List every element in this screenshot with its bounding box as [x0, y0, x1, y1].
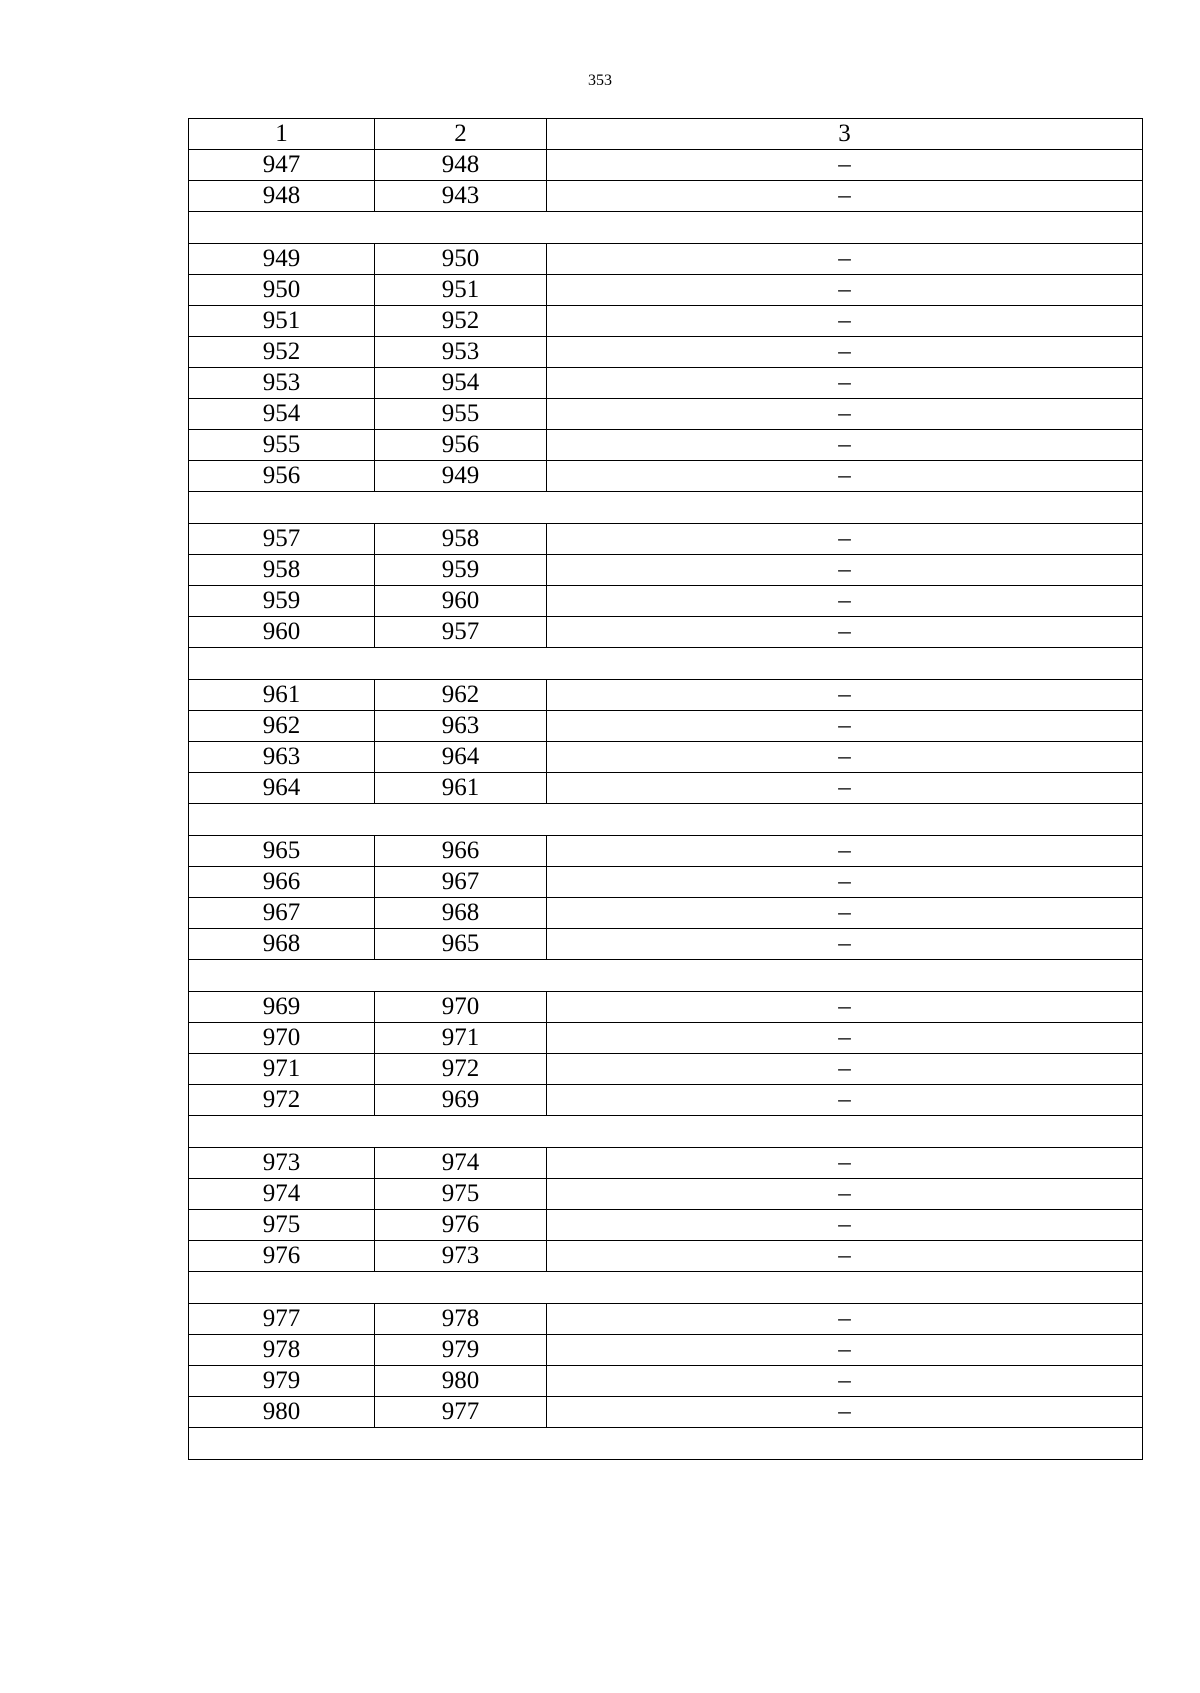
table-separator-cell [189, 960, 1143, 992]
table-cell-col3: – [547, 524, 1143, 555]
table-row [189, 836, 1143, 867]
table-separator-row [189, 212, 1143, 244]
table-row [189, 711, 1143, 742]
table-cell-col2: 974 [375, 1148, 547, 1179]
table-row [189, 1210, 1143, 1241]
table-cell-col2: 958 [375, 524, 547, 555]
table-cell-col1: 963 [189, 742, 375, 773]
table-cell-col2: 973 [375, 1241, 547, 1272]
table-cell-col1: 949 [189, 244, 375, 275]
table-row [189, 1335, 1143, 1366]
table-header-row [189, 119, 1143, 150]
table-cell-col1: 952 [189, 337, 375, 368]
table-cell-col3: – [547, 555, 1143, 586]
table-cell-col3: – [547, 337, 1143, 368]
table-row [189, 1304, 1143, 1335]
table-cell-col3: – [547, 898, 1143, 929]
header-cell-1: 1 [189, 119, 375, 150]
table-cell-col3: – [547, 1054, 1143, 1085]
table-cell-col1: 970 [189, 1023, 375, 1054]
table-cell-col2: 966 [375, 836, 547, 867]
table-cell-col3: – [547, 306, 1143, 337]
table-cell-col2: 943 [375, 181, 547, 212]
table-row [189, 929, 1143, 960]
table-separator-cell [189, 1428, 1143, 1460]
table-cell-col1: 974 [189, 1179, 375, 1210]
table-row [189, 337, 1143, 368]
table-cell-col2: 962 [375, 680, 547, 711]
header-cell-3: 3 [547, 119, 1143, 150]
table-row [189, 680, 1143, 711]
table-cell-col1: 967 [189, 898, 375, 929]
table-cell-col3: – [547, 836, 1143, 867]
table-cell-col1: 979 [189, 1366, 375, 1397]
page-number: 353 [588, 72, 612, 89]
table-separator-row [189, 648, 1143, 680]
table-row [189, 1023, 1143, 1054]
table-separator-cell [189, 212, 1143, 244]
table-cell-col2: 979 [375, 1335, 547, 1366]
table-cell-col2: 954 [375, 368, 547, 399]
table-row [189, 867, 1143, 898]
table-row [189, 399, 1143, 430]
table-cell-col3: – [547, 992, 1143, 1023]
table-cell-col2: 952 [375, 306, 547, 337]
table-cell-col3: – [547, 1335, 1143, 1366]
table-cell-col2: 963 [375, 711, 547, 742]
table-cell-col3: – [547, 867, 1143, 898]
table-row [189, 368, 1143, 399]
table-row [189, 992, 1143, 1023]
table-cell-col1: 976 [189, 1241, 375, 1272]
table-cell-col1: 978 [189, 1335, 375, 1366]
table-row [189, 898, 1143, 929]
table-row [189, 1366, 1143, 1397]
table-cell-col2: 950 [375, 244, 547, 275]
table-separator-row [189, 960, 1143, 992]
table-cell-col3: – [547, 773, 1143, 804]
table-cell-col2: 964 [375, 742, 547, 773]
table-cell-col1: 960 [189, 617, 375, 648]
table-cell-col1: 965 [189, 836, 375, 867]
table-row [189, 742, 1143, 773]
table-row [189, 1179, 1143, 1210]
table-cell-col1: 953 [189, 368, 375, 399]
table-cell-col2: 976 [375, 1210, 547, 1241]
table-row [189, 306, 1143, 337]
table-cell-col1: 955 [189, 430, 375, 461]
table-cell-col1: 972 [189, 1085, 375, 1116]
table-cell-col2: 972 [375, 1054, 547, 1085]
table-cell-col3: – [547, 461, 1143, 492]
table-separator-cell [189, 492, 1143, 524]
table-row [189, 461, 1143, 492]
table-cell-col2: 953 [375, 337, 547, 368]
table-row [189, 275, 1143, 306]
table-separator-row [189, 804, 1143, 836]
table-cell-col2: 967 [375, 867, 547, 898]
table-cell-col3: – [547, 150, 1143, 181]
table-cell-col2: 948 [375, 150, 547, 181]
table-cell-col2: 969 [375, 1085, 547, 1116]
table-row [189, 181, 1143, 212]
table-separator-row [189, 1272, 1143, 1304]
table-row [189, 1397, 1143, 1428]
table-row [189, 773, 1143, 804]
table-cell-col3: – [547, 617, 1143, 648]
data-table [188, 118, 1143, 1460]
table-row [189, 150, 1143, 181]
table-row [189, 1085, 1143, 1116]
table-cell-col2: 980 [375, 1366, 547, 1397]
table-cell-col2: 970 [375, 992, 547, 1023]
table-row [189, 555, 1143, 586]
table-cell-col1: 951 [189, 306, 375, 337]
table-body [189, 119, 1143, 1460]
table-cell-col1: 971 [189, 1054, 375, 1085]
table-separator-row [189, 1428, 1143, 1460]
table-cell-col3: – [547, 929, 1143, 960]
table-cell-col3: – [547, 711, 1143, 742]
table-cell-col1: 957 [189, 524, 375, 555]
table-cell-col1: 956 [189, 461, 375, 492]
table-row [189, 1241, 1143, 1272]
table-cell-col2: 956 [375, 430, 547, 461]
table-cell-col3: – [547, 181, 1143, 212]
table-cell-col3: – [547, 1023, 1143, 1054]
table-cell-col2: 961 [375, 773, 547, 804]
table-cell-col3: – [547, 1148, 1143, 1179]
table-separator-row [189, 1116, 1143, 1148]
table-cell-col2: 960 [375, 586, 547, 617]
table-cell-col2: 965 [375, 929, 547, 960]
table-cell-col3: – [547, 275, 1143, 306]
table-cell-col1: 969 [189, 992, 375, 1023]
table-cell-col3: – [547, 742, 1143, 773]
table-cell-col1: 954 [189, 399, 375, 430]
table-cell-col1: 959 [189, 586, 375, 617]
table-row [189, 430, 1143, 461]
table-cell-col1: 975 [189, 1210, 375, 1241]
table-cell-col2: 959 [375, 555, 547, 586]
table-cell-col1: 962 [189, 711, 375, 742]
table-separator-cell [189, 804, 1143, 836]
table-cell-col2: 978 [375, 1304, 547, 1335]
table-cell-col3: – [547, 1210, 1143, 1241]
header-cell-2: 2 [375, 119, 547, 150]
table-cell-col3: – [547, 430, 1143, 461]
table-separator-cell [189, 648, 1143, 680]
table-row [189, 524, 1143, 555]
table-cell-col1: 966 [189, 867, 375, 898]
table-cell-col1: 973 [189, 1148, 375, 1179]
table-cell-col3: – [547, 680, 1143, 711]
table-cell-col2: 951 [375, 275, 547, 306]
table-row [189, 1054, 1143, 1085]
table-cell-col1: 964 [189, 773, 375, 804]
table-cell-col3: – [547, 368, 1143, 399]
table-cell-col3: – [547, 399, 1143, 430]
table-cell-col2: 957 [375, 617, 547, 648]
table-cell-col1: 958 [189, 555, 375, 586]
table-row [189, 244, 1143, 275]
table-cell-col2: 955 [375, 399, 547, 430]
table-separator-cell [189, 1116, 1143, 1148]
table-cell-col2: 968 [375, 898, 547, 929]
table-cell-col3: – [547, 1366, 1143, 1397]
table-cell-col3: – [547, 1304, 1143, 1335]
table-cell-col3: – [547, 1241, 1143, 1272]
table-cell-col3: – [547, 1085, 1143, 1116]
table-cell-col3: – [547, 1179, 1143, 1210]
table-cell-col2: 971 [375, 1023, 547, 1054]
table-cell-col3: – [547, 244, 1143, 275]
table-separator-row [189, 492, 1143, 524]
table-cell-col3: – [547, 586, 1143, 617]
table-cell-col1: 977 [189, 1304, 375, 1335]
table-cell-col1: 950 [189, 275, 375, 306]
table-separator-cell [189, 1272, 1143, 1304]
table-cell-col3: – [547, 1397, 1143, 1428]
table-cell-col2: 975 [375, 1179, 547, 1210]
table-cell-col1: 980 [189, 1397, 375, 1428]
table-cell-col1: 961 [189, 680, 375, 711]
table-cell-col2: 977 [375, 1397, 547, 1428]
table-cell-col2: 949 [375, 461, 547, 492]
table-cell-col1: 948 [189, 181, 375, 212]
table-row [189, 617, 1143, 648]
table-cell-col1: 968 [189, 929, 375, 960]
table-cell-col1: 947 [189, 150, 375, 181]
table-row [189, 586, 1143, 617]
table-row [189, 1148, 1143, 1179]
